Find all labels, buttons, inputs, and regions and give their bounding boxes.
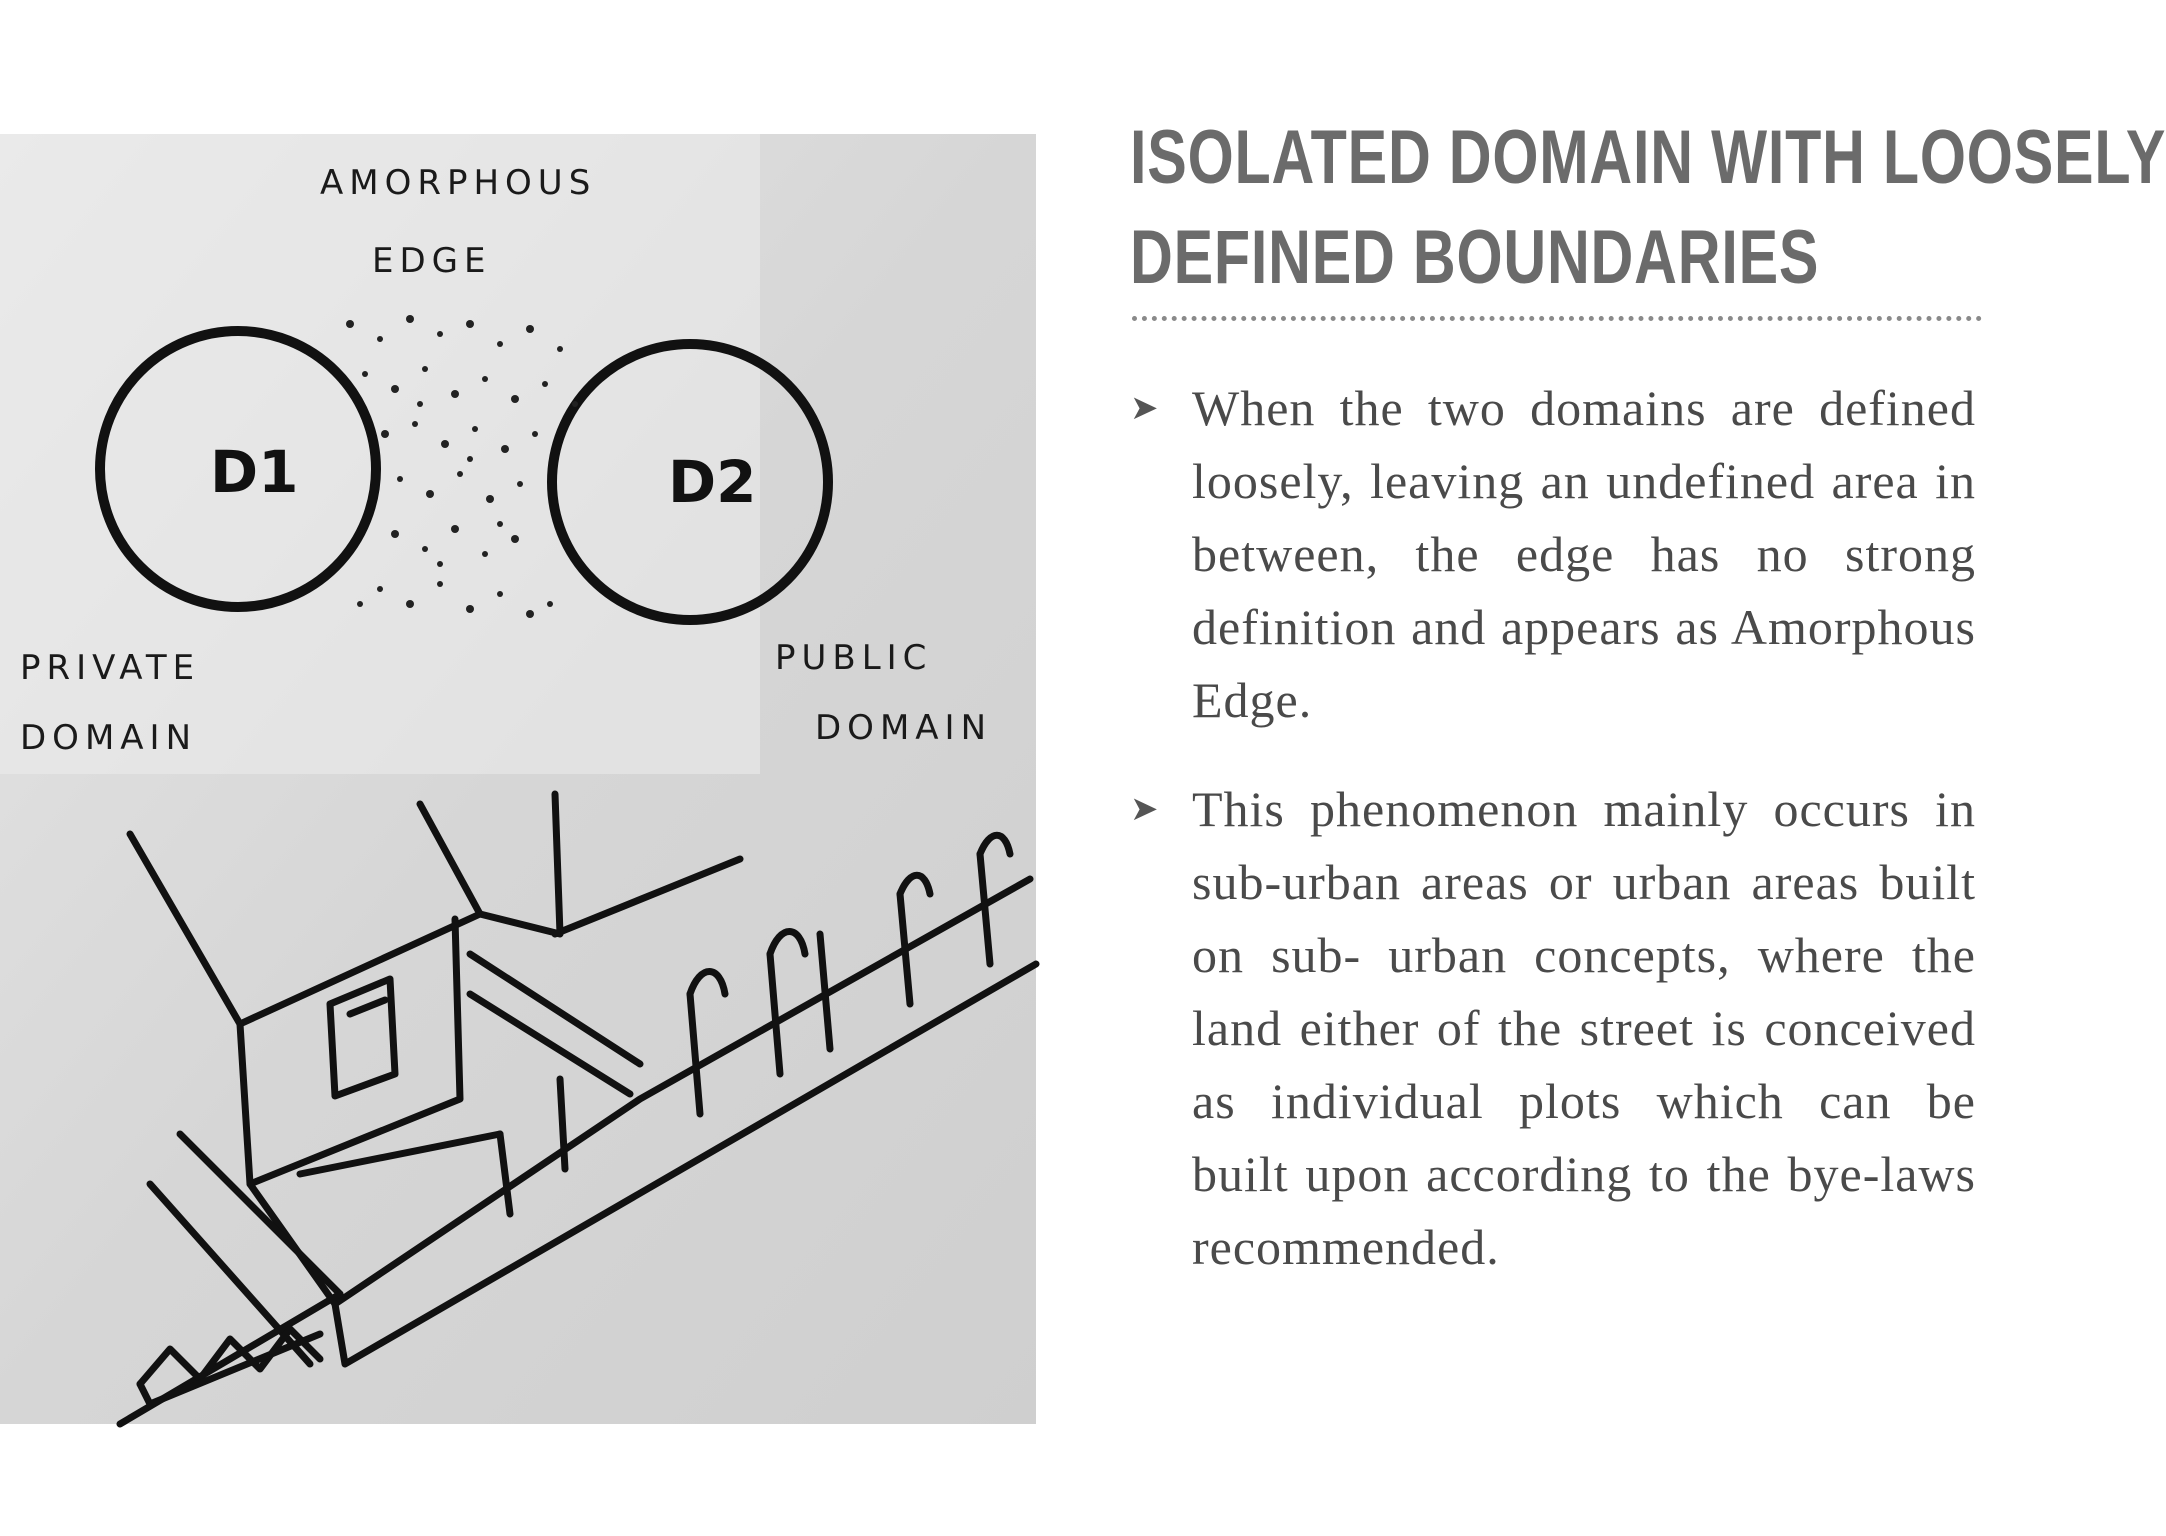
arrowhead-bullet-icon: ➤ [1130, 789, 1159, 829]
arrowhead-bullet-icon: ➤ [1130, 388, 1159, 428]
slide-title-line1: ISOLATED DOMAIN WITH LOOSELY [1130, 115, 2166, 200]
public-domain-label-line2: DOMAIN [815, 708, 992, 748]
amorphous-label-line2: EDGE [372, 241, 492, 281]
amorphous-label-line1: AMORPHOUS [320, 163, 597, 203]
bullet-text-1: When the two domains are defined loosely, leaving an undefined area in between, the edge has no strong definition and appears as Amorphous Edge. [1192, 380, 1976, 728]
public-domain-label-line1: PUBLIC [775, 638, 933, 678]
bullet-list [1130, 372, 1976, 1320]
hand-drawn-sketch [0, 134, 1036, 1424]
sketch-image [0, 134, 1036, 1424]
private-domain-label-line1: PRIVATE [20, 648, 201, 688]
bullet-item-2 [1130, 773, 1976, 1284]
title-divider [1132, 316, 1982, 321]
bullet-item-1 [1130, 372, 1976, 737]
slide-title-line2: DEFINED BOUNDARIES [1130, 215, 1820, 300]
bullet-text-2: This phenomenon mainly occurs in sub-urban areas or urban areas built on sub- urban concepts, where the land either of the street is conceived as individual plots which can be built upon according to the bye-laws recommended. [1192, 781, 1976, 1275]
private-domain-label-line2: DOMAIN [20, 718, 197, 758]
d2-label: D2 [668, 448, 757, 516]
d1-label: D1 [210, 438, 299, 506]
slide-title [1130, 108, 2166, 308]
